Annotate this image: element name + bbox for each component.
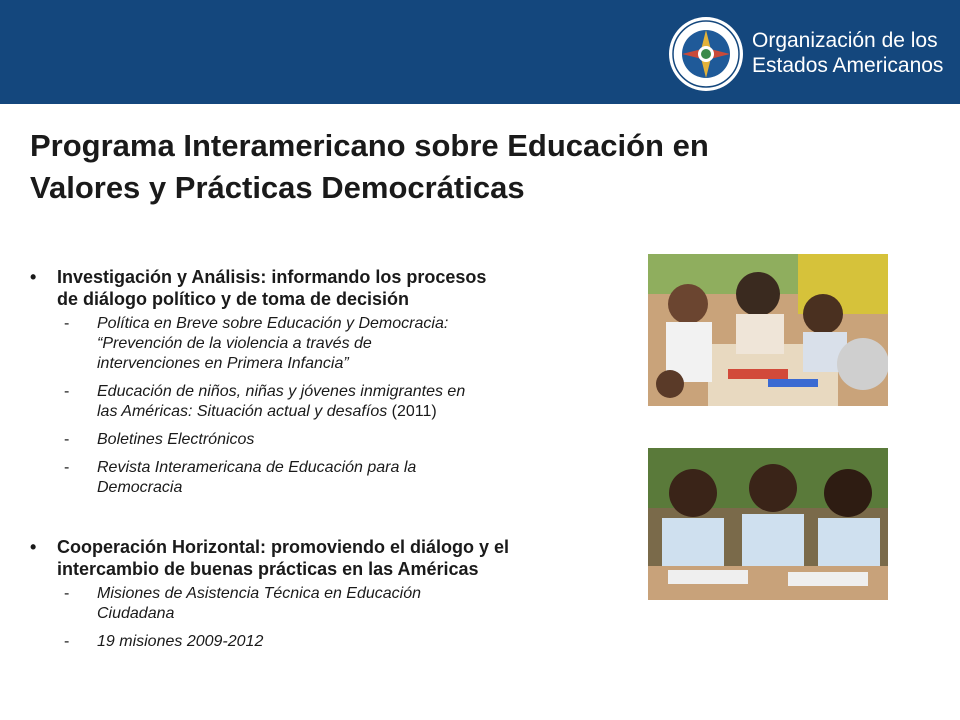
sub-line: Democracia <box>97 479 183 496</box>
children-drawing-photo-art <box>648 254 888 406</box>
sub-item <box>30 584 630 624</box>
bullet-marker: • <box>30 267 37 287</box>
bullet-text <box>57 536 630 580</box>
dash-marker: - <box>64 315 70 332</box>
org-name-line2: Estados Americanos <box>752 54 944 77</box>
bullet-line: de diálogo político y de toma de decisión <box>57 289 410 309</box>
bullet-cooperacion <box>30 536 630 580</box>
bullet-line: Cooperación Horizontal: promoviendo el diálogo y el <box>57 537 510 557</box>
bullet-text <box>57 266 630 310</box>
sub-line: intervenciones en Primera Infancia” <box>97 355 349 372</box>
slide-title <box>30 125 870 209</box>
dash-marker: - <box>64 633 70 650</box>
title-line2: Valores y Prácticas Democráticas <box>30 170 525 205</box>
sub-line: Boletines Electrónicos <box>97 431 255 448</box>
sub-line: “Prevención de la violencia a través de <box>97 335 372 352</box>
sub-line: 19 misiones 2009-2012 <box>97 633 264 650</box>
bullet-investigacion <box>30 266 630 310</box>
sub-item <box>30 430 630 450</box>
sub-item-text <box>97 382 630 422</box>
children-drawing-photo <box>648 254 888 406</box>
sub-list <box>30 314 630 498</box>
sub-line: Misiones de Asistencia Técnica en Educación <box>97 585 422 602</box>
bullet-line: Investigación y Análisis: informando los procesos <box>57 267 487 287</box>
sub-item-text <box>97 458 630 498</box>
sub-item-text <box>97 632 630 652</box>
title-line1: Programa Interamericano sobre Educación en <box>30 128 709 163</box>
dash-marker: - <box>64 431 70 448</box>
year-suffix: (2011) <box>387 403 437 420</box>
dash-marker: - <box>64 459 70 476</box>
organization-name <box>752 28 952 78</box>
sub-item <box>30 314 630 374</box>
oas-seal-icon <box>668 16 744 92</box>
dash-marker: - <box>64 383 70 400</box>
sub-list <box>30 584 630 652</box>
sub-line: Ciudadana <box>97 605 175 622</box>
sub-item <box>30 632 630 652</box>
bullet-marker: • <box>30 537 37 557</box>
bullet-content <box>30 266 630 660</box>
bullet-line: intercambio de buenas prácticas en las Américas <box>57 559 479 579</box>
org-name-line1: Organización de los <box>752 29 938 52</box>
sub-line: Educación de niños, niñas y jóvenes inmigrantes en <box>97 383 466 400</box>
sub-line: Política en Breve sobre Educación y Democracia: <box>97 315 449 332</box>
dash-marker: - <box>64 585 70 602</box>
sub-item <box>30 382 630 422</box>
schoolgirls-smiling-photo <box>648 448 888 600</box>
schoolgirls-smiling-photo-art <box>648 448 888 600</box>
sub-line: las Américas: Situación actual y desafíos <box>97 403 388 420</box>
sub-item-text <box>97 314 630 374</box>
spacer <box>30 506 630 536</box>
sub-item-text <box>97 430 630 450</box>
sub-item-text <box>97 584 630 624</box>
sub-line: Revista Interamericana de Educación para la <box>97 459 417 476</box>
sub-item <box>30 458 630 498</box>
header-band <box>0 0 960 104</box>
